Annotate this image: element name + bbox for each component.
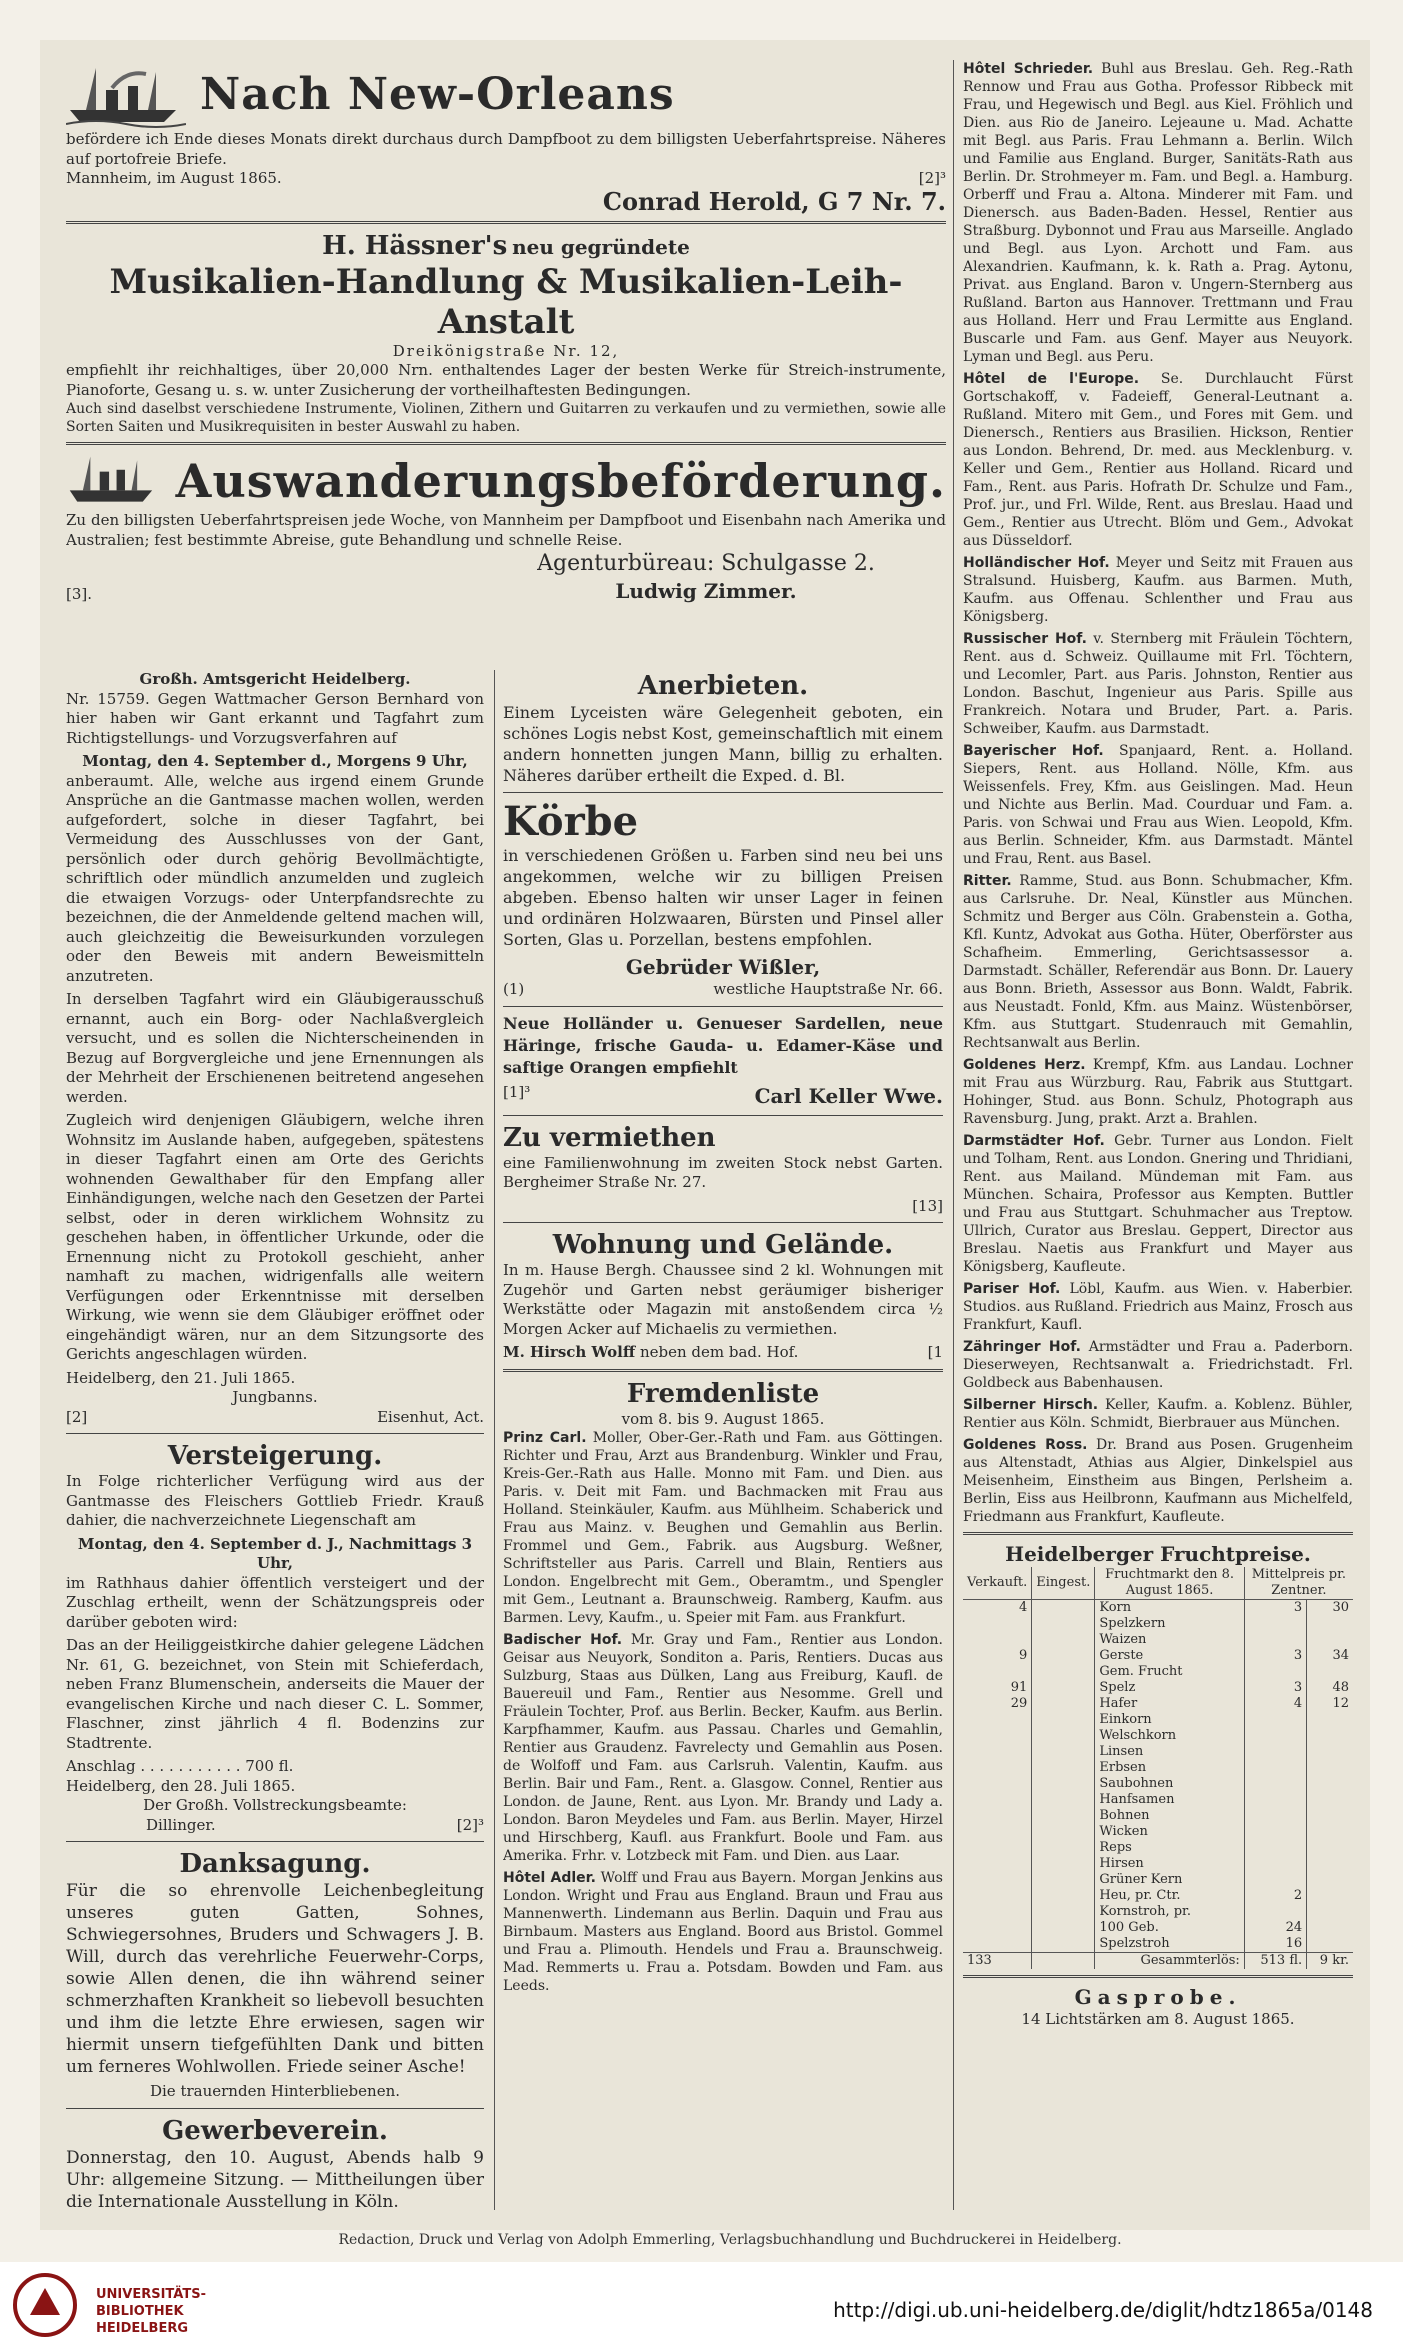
- fremdenliste-entry: [963, 1132, 1353, 1276]
- amtsgericht-place: Heidelberg, den 21. Juli 1865.: [66, 1368, 296, 1387]
- cell-kr: 48: [1307, 1680, 1353, 1696]
- cell-name: Hirsen: [1095, 1856, 1244, 1872]
- amtsgericht-ref: [2]: [66, 1407, 88, 1426]
- haessner-subtitle: Musikalien-Handlung & Musikalien-Leih-Anstalt: [109, 261, 903, 342]
- wohnung-ref: [1: [927, 1343, 943, 1361]
- cell-kr: [1307, 1744, 1353, 1760]
- anerbieten-body: Einem Lyceisten wäre Gelegenheit geboten, ein schönes Logis nebst Kost, gemeinschaftlich mit einem andern honnetten jungen Mann, billig zu erhalten. Näheres darüber ertheilt die Exped. d. Bl.: [503, 703, 943, 785]
- hotel-name: Prinz Carl.: [503, 1430, 587, 1446]
- vermiethen-title: Zu vermiethen: [503, 1122, 716, 1153]
- library-bar: [0, 2262, 1403, 2347]
- koerbe-title: Körbe: [503, 798, 639, 845]
- haessner-title-b: neu gegründete: [512, 234, 690, 259]
- hotel-guests: Meyer und Seitz mit Frauen aus Stralsund. Huisberg, Kaufm. aus Barmen. Muth, Kaufm. aus Offenau. Schlenther und Frau aus Königsberg.: [963, 555, 1353, 625]
- fremdenliste-entry: [503, 1869, 943, 1995]
- library-line1: UNIVERSITÄTS-: [96, 2287, 206, 2302]
- table-row: [963, 1856, 1353, 1872]
- cell-fl: [1244, 1664, 1306, 1680]
- cell-fl: [1244, 1744, 1306, 1760]
- cell-eingest: [1032, 1808, 1095, 1824]
- cell-eingest: [1032, 1776, 1095, 1792]
- hotel-name: Pariser Hof.: [963, 1281, 1061, 1297]
- anerbieten-title: Anerbieten.: [637, 671, 809, 701]
- hotel-name: Silberner Hirsch.: [963, 1397, 1099, 1413]
- versteigerung-date: Montag, den 4. September d. J., Nachmittags 3 Uhr,: [77, 1534, 473, 1572]
- cell-verk: [963, 1728, 1032, 1744]
- divider: [503, 1006, 943, 1007]
- versteigerung-anschlag: Anschlag . . . . . . . . . . . 700 fl.: [66, 1757, 294, 1775]
- cell-kr: [1307, 1872, 1353, 1888]
- cell-verk: [963, 1760, 1032, 1776]
- gasprobe-body: 14 Lichtstärken am 8. August 1865.: [1021, 2010, 1295, 2028]
- hotel-guests: Buhl aus Breslau. Geh. Reg.-Rath Rennow und Frau aus Gotha. Professor Ribbeck mit Frau, und Hegewisch und Begl. aus Kiel. Fröhlich und Dien. aus Rio de Janeiro. Lejeaune u. Mad. Achatte mit Begl. aus Paris. Frau Lehmann a. Berlin. Wilch und Familie aus England. Burger, Sanitäts-Rath aus Berlin. Dr. Strohmeyer m. Fam. und Begl. a. Hamburg. Orberff und Frau a. Altona. Minderer mit Fam. und Dienersch. aus Baden-Baden. Hessel, Rentier aus Straßburg. Dybonnot und Frau aus Marseille. Anglado und Begl. aus Lyon. Archott und Fam. aus Alexandrien. Kaufmann, k. k. Rath a. Prag. Aytonu, Privat. aus England. Baron v. Ungern-Sternberg aus Rußland. Barton aus Hannover. Trettmann und Frau aus Holland. Herr und Frau Lermitte aus England. Buscarle und Fam. aus Genf. Mayer aus Neuyork. Lyman und Begl. aus Peru.: [963, 61, 1353, 365]
- cell-fl: [1244, 1728, 1306, 1744]
- amtsgericht-date: Montag, den 4. September d., Morgens 9 Uhr,: [82, 752, 468, 770]
- cell-fl: 16: [1244, 1936, 1306, 1953]
- gasprobe-title: Gasprobe.: [1074, 1985, 1242, 2009]
- table-row: [963, 1616, 1353, 1632]
- koerbe-firm: Gebrüder Wißler,: [625, 955, 821, 979]
- cell-fl: 3: [1244, 1680, 1306, 1696]
- cell-eingest: [1032, 1824, 1095, 1840]
- table-row: [963, 1904, 1353, 1920]
- versteigerung-p1: In Folge richterlicher Verfügung wird aus der Gantmasse des Fleischers Gottlieb Friedr. Krauß dahier, die nachverzeichnete Liegenschaft am: [66, 1472, 484, 1529]
- cell-eingest: [1032, 1600, 1095, 1617]
- versteigerung-place: Heidelberg, den 28. Juli 1865.: [66, 1776, 296, 1795]
- cell-fl: [1244, 1616, 1306, 1632]
- cell-fl: [1244, 1712, 1306, 1728]
- fremdenliste-title: Fremdenliste: [626, 1378, 820, 1409]
- cell-eingest: [1032, 1872, 1095, 1888]
- total-fl: 513 fl.: [1244, 1953, 1306, 1970]
- cell-name: Wicken: [1095, 1824, 1244, 1840]
- column-rule: [953, 60, 954, 2210]
- cell-kr: [1307, 1616, 1353, 1632]
- cell-name: Einkorn: [1095, 1712, 1244, 1728]
- cell-eingest: [1032, 1648, 1095, 1664]
- new-orleans-ad: [66, 60, 946, 215]
- cell-verk: [963, 1872, 1032, 1888]
- hotel-guests: Keller, Kaufm. a. Koblenz. Bühler, Rentier aus Köln. Schmidt, Bierbrauer aus München.: [963, 1397, 1353, 1431]
- divider: [66, 221, 946, 224]
- divider: [503, 1115, 943, 1116]
- cell-kr: [1307, 1840, 1353, 1856]
- cell-verk: [963, 1840, 1032, 1856]
- cell-fl: 2: [1244, 1888, 1306, 1904]
- hotel-guests: Se. Durchlaucht Fürst Gortschakoff, v. Fadeieff, General-Leutnant a. Rußland. Mitero mit Gem., und Fores mit Gem. und Dienersch., Rentiers aus Brasilien. Hickson, Rentier aus London. Behrend, Dr. med. aus Mecklenburg. v. Keller und Gem., Rentier aus Holland. Ricard und Fam., Rent. aus Paris. Hofrath Dr. Schulze und Fam., Prof. jur., und Frl. Wilde, Rent. aus Breslau. Haad und Gem., Rentier aus Utrecht. Blöm und Gem., Advokat aus Düsseldorf.: [963, 371, 1353, 549]
- keller-ref: [1]³: [503, 1082, 531, 1101]
- table-row: [963, 1728, 1353, 1744]
- cell-name: Hanfsamen: [1095, 1792, 1244, 1808]
- amtsgericht-p4: Zugleich wird denjenigen Gläubigern, welche ihren Wohnsitz im Auslande haben, aufgegeben, spätestens in dieser Tagfahrt einen am Orte des Gerichts wohnenden Gewalthaber für den Empfang aller Einhändigungen, welche nach den Gesetzen der Partei selbst, oder in deren wirklichem Wohnsitz zu geschehen haben, in öffentlicher Urkunde, oder die Ernennung nicht zu Protokoll geschieht, anher namhaft zu machen, widrigenfalls alle weitern Verfügungen oder Erkenntnisse mit derselben Wirkung, wie wenn sie dem Gläubiger eröffnet oder eingehändigt wären, nur an dem Sitzungsorte des Gerichts angeschlagen würden.: [66, 1111, 484, 1363]
- cell-verk: 4: [1019, 1600, 1028, 1615]
- cell-eingest: [1032, 1696, 1095, 1712]
- library-seal-icon: [10, 2270, 80, 2340]
- gewerbe-body: Donnerstag, den 10. August, Abends halb 9 Uhr: allgemeine Sitzung. — Mittheilungen über die Internationale Ausstellung in Köln.: [66, 2147, 484, 2212]
- cell-fl: [1244, 1632, 1306, 1648]
- cell-kr: [1307, 1824, 1353, 1840]
- haessner-title: H. Hässner's: [322, 230, 508, 261]
- versteigerung-official: Der Großh. Vollstreckungsbeamte:: [143, 1796, 407, 1814]
- total-kr: 9 kr.: [1307, 1953, 1353, 1970]
- cell-name: Welschkorn: [1095, 1728, 1244, 1744]
- total-label: Gesammterlös:: [1095, 1953, 1244, 1970]
- table-row: [963, 1712, 1353, 1728]
- top-ads-section: [66, 60, 946, 604]
- auswanderung-body: Zu den billigsten Ueberfahrtspreisen jede Woche, von Mannheim per Dampfboot und Eisenbahn nach Amerika und Australien; fest bestimmte Abreise, gute Behandlung und schnelle Reise.: [66, 511, 946, 549]
- column-rule: [494, 670, 495, 2210]
- cell-fl: [1244, 1808, 1306, 1824]
- cell-verk: [963, 1856, 1032, 1872]
- cell-name: Spelzstroh: [1095, 1936, 1244, 1953]
- cell-eingest: [1032, 1712, 1095, 1728]
- cell-fl: 3: [1244, 1648, 1306, 1664]
- amtsgericht-p3: In derselben Tagfahrt wird ein Gläubigerausschuß ernannt, auch ein Borg- oder Nachlaßvergleich versucht, und es sollen die Nichterscheinenden in Bezug auf Borgvergleiche und jene Ernennungen als der Mehrheit der Erschienenen beitretend angesehen werden.: [66, 990, 484, 1106]
- cell-eingest: [1032, 1744, 1095, 1760]
- fremdenliste-entry: [963, 742, 1353, 868]
- divider: [66, 1841, 484, 1842]
- cell-eingest: [1032, 1632, 1095, 1648]
- cell-eingest: [1032, 1920, 1095, 1936]
- fremdenliste-entry: [963, 872, 1353, 1052]
- table-row: [963, 1744, 1353, 1760]
- hotel-name: Goldenes Ross.: [963, 1437, 1088, 1453]
- table-row: [963, 1648, 1353, 1664]
- divider: [503, 792, 943, 793]
- hotel-name: Hôtel Schrieder.: [963, 61, 1094, 77]
- danksagung-title: Danksagung.: [179, 1849, 371, 1879]
- cell-name: Hafer: [1095, 1696, 1244, 1712]
- cell-verk: 9: [1019, 1648, 1028, 1663]
- table-row: [963, 1872, 1353, 1888]
- cell-name: Gerste: [1095, 1648, 1244, 1664]
- koerbe-ref: (1): [503, 980, 525, 998]
- fremdenliste-middle: [503, 1429, 943, 1995]
- cell-name: Gem. Frucht: [1095, 1664, 1244, 1680]
- new-orleans-text: befördere ich Ende dieses Monats direkt durchaus durch Dampfboot zu dem billigsten Ueberfahrtspreise. Näheres auf portofreie Briefe.: [66, 130, 946, 168]
- cell-fl: [1244, 1872, 1306, 1888]
- new-orleans-ref: [2]³: [918, 169, 946, 187]
- col-verkauft: Verkauft.: [963, 1567, 1032, 1600]
- auswanderung-ad: [66, 451, 946, 604]
- amtsgericht-signer: Jungbanns.: [232, 1388, 318, 1406]
- table-row: [963, 1760, 1353, 1776]
- library-line3: HEIDELBERG: [96, 2321, 189, 2336]
- cell-verk: [963, 1712, 1032, 1728]
- col-mittel: Mittelpreis pr. Zentner.: [1244, 1567, 1353, 1600]
- amtsgericht-signer2: Eisenhut, Act.: [377, 1407, 484, 1426]
- cell-kr: 12: [1307, 1696, 1353, 1712]
- cell-fl: [1244, 1840, 1306, 1856]
- cell-eingest: [1032, 1936, 1095, 1953]
- table-row: [963, 1824, 1353, 1840]
- cell-kr: [1307, 1808, 1353, 1824]
- cell-name: Erbsen: [1095, 1760, 1244, 1776]
- table-row: [963, 1680, 1353, 1696]
- wohnung-after: neben dem bad. Hof.: [639, 1343, 799, 1361]
- cell-eingest: [1032, 1728, 1095, 1744]
- col-eingest: Eingest.: [1032, 1567, 1095, 1600]
- fremdenliste-entry: [963, 1280, 1353, 1334]
- versteigerung-signer: Dillinger.: [146, 1815, 216, 1834]
- auswanderung-ref: [3].: [66, 584, 93, 603]
- hotel-guests: Gebr. Turner aus London. Fielt und Tolham, Rent. aus London. Gnering und Thridiani, Rent. aus Mailand. Mündeman mit Fam. aus München. Schaira, Professor aus Kempten. Buttler und Frau aus Stuttgart. Schuhmacher aus Treptow. Ullrich, Curator aus Breslau. Geppert, Director aus Breslau. Naetis aus Frankfurt und Mayer aus Königsberg, Kaufleute.: [963, 1133, 1353, 1275]
- hotel-name: Badischer Hof.: [503, 1632, 623, 1648]
- col-markt: Fruchtmarkt den 8. August 1865.: [1095, 1567, 1244, 1600]
- hotel-name: Zähringer Hof.: [963, 1339, 1081, 1355]
- cell-verk: [963, 1744, 1032, 1760]
- fremdenliste-entry: [503, 1429, 943, 1627]
- cell-fl: [1244, 1824, 1306, 1840]
- table-row: [963, 1776, 1353, 1792]
- fremdenliste-dates: vom 8. bis 9. August 1865.: [621, 1409, 825, 1428]
- cell-eingest: [1032, 1792, 1095, 1808]
- cell-verk: [963, 1664, 1032, 1680]
- cell-verk: [963, 1888, 1032, 1904]
- koerbe-address: westliche Hauptstraße Nr. 66.: [713, 980, 943, 998]
- divider: [963, 1975, 1353, 1978]
- hotel-name: Ritter.: [963, 873, 1012, 889]
- cell-name: Spelz: [1095, 1680, 1244, 1696]
- cell-verk: [963, 1616, 1032, 1632]
- cell-kr: [1307, 1632, 1353, 1648]
- cell-kr: [1307, 1760, 1353, 1776]
- fremdenliste-entry: [963, 1338, 1353, 1392]
- table-row: [963, 1920, 1353, 1936]
- table-row: [963, 1632, 1353, 1648]
- source-url[interactable]: http://digi.ub.uni-heidelberg.de/diglit/hdtz1865a/0148: [833, 2298, 1373, 2322]
- hotel-name: Goldenes Herz.: [963, 1057, 1086, 1073]
- cell-verk: 29: [1010, 1696, 1028, 1711]
- cell-name: Linsen: [1095, 1744, 1244, 1760]
- cell-verk: [963, 1792, 1032, 1808]
- cell-name: Korn: [1095, 1600, 1244, 1617]
- cell-eingest: [1032, 1840, 1095, 1856]
- divider: [963, 1532, 1353, 1535]
- fremdenliste-entry: [963, 60, 1353, 366]
- cell-verk: [963, 1776, 1032, 1792]
- cell-eingest: [1032, 1856, 1095, 1872]
- steamship-icon: [66, 451, 160, 511]
- imprint: Redaction, Druck und Verlag von Adolph Emmerling, Verlagsbuchhandlung und Buchdruckerei in Heidelberg.: [338, 2232, 1122, 2248]
- hotel-guests: v. Sternberg mit Fräulein Töchtern, Rent. aus d. Schweiz. Quillaume mit Frl. Töchtern, und Lecomler, Part. aus Paris. Johnston, Rentier aus London. Baschut, Ingenieur aus Paris. Spille aus Frankreich. Notara und Bruder, Part. a. Paris. Schweiber, Kaufm. aus Darmstadt.: [963, 631, 1353, 737]
- cell-kr: [1307, 1920, 1353, 1936]
- divider: [66, 1433, 484, 1434]
- cell-fl: [1244, 1856, 1306, 1872]
- fruchtpreise-table: [963, 1567, 1353, 1969]
- cell-kr: [1307, 1936, 1353, 1953]
- cell-verk: [963, 1632, 1032, 1648]
- divider: [503, 1369, 943, 1372]
- hotel-name: Darmstädter Hof.: [963, 1133, 1105, 1149]
- divider: [66, 2108, 484, 2109]
- auswanderung-agency: Agenturbüreau: Schulgasse 2.: [537, 551, 875, 576]
- fremdenliste-entry: [963, 554, 1353, 626]
- cell-kr: 30: [1307, 1600, 1353, 1617]
- table-row: [963, 1808, 1353, 1824]
- cell-fl: 4: [1244, 1696, 1306, 1712]
- cell-fl: [1244, 1792, 1306, 1808]
- versteigerung-p3: Das an der Heiliggeistkirche dahier gelegene Lädchen Nr. 61, G. bezeichnet, von Stein mit Schieferdach, neben Franz Blumenschein, anderseits die Mauer der evangelischen Kirche und nach dieser C. L. Sommer, Flaschner, zinst jährlich 4 fl. Bodenzins zur Stadtrente.: [66, 1636, 484, 1752]
- koerbe-body: in verschiedenen Größen u. Farben sind neu bei uns angekommen, welche wir zu billigen Preisen abgeben. Ebenso halten wir unser Lager in feinen und ordinären Holzwaaren, Bürsten und Pinsel aller Sorten, Glas u. Porzellan, bestens empfohlen.: [503, 846, 943, 949]
- table-row: [963, 1696, 1353, 1712]
- middle-column: [503, 670, 943, 2230]
- fremdenliste-entry: [963, 1436, 1353, 1526]
- table-row: [963, 1888, 1353, 1904]
- cell-verk: [963, 1920, 1032, 1936]
- wohnung-title: Wohnung und Gelände.: [552, 1230, 894, 1260]
- divider: [503, 1222, 943, 1223]
- wohnung-name: M. Hirsch Wolff: [503, 1343, 636, 1361]
- hotel-guests: Moller, Ober-Ger.-Rath und Fam. aus Göttingen. Richter und Frau, Arzt aus Brandenburg. Winkler und Frau, Kreis-Ger.-Rath aus Halle. Monno mit Fam. und Dien. aus Paris. v. Deit mit Fam. und Bachmacken mit Frau aus Holland. Steinkäuler, Kaufm. aus Mühlheim. Schaberick und Frau aus Mainz. v. Beughen und Gemahlin aus Berlin. Frommel und Gem., Fabrik. aus Augsburg. Weßner, Schriftsteller aus Paris. Carrell und Blain, Rentiers aus London. Engelbrecht mit Gem., Oberamtm., und Spengler mit Gem., Leutnant a. Braunschweig. Ramberg, Kaufm. aus Barmen. Levy, Kaufm., u. Speier mit Fam. aus Frankfurt.: [503, 1430, 943, 1626]
- cell-eingest: [1032, 1616, 1095, 1632]
- cell-fl: [1244, 1776, 1306, 1792]
- cell-name: Saubohnen: [1095, 1776, 1244, 1792]
- auswanderung-name: Ludwig Zimmer.: [615, 579, 797, 603]
- cell-kr: [1307, 1856, 1353, 1872]
- hotel-guests: Dr. Brand aus Posen. Grugenheim aus Altenstadt, Athias aus Algier, Dinkelspiel aus Meisenheim, Einstheim aus Bingen, Perlsheim a. Berlin, Eiss aus Heilbronn, Kaufmann aus Michelfeld, Friedmann aus Frankfurt, Kaufleute.: [963, 1437, 1353, 1525]
- cell-kr: [1307, 1888, 1353, 1904]
- hotel-guests: Mr. Gray und Fam., Rentier aus London. Geisar aus Neuyork, Sonditon a. Paris, Rentiers. Ducas aus Sulzburg, Staas aus Dülken, Lang aus Freiburg, Kaufl. de Bauereuil und Fam., Rentier aus Nesomme. Grell und Fräulein Tochter, Prof. aus Berlin. Becker, Kaufm. aus Berlin. Karpfhammer, Kaufm. aus Passau. Charles und Gemahlin, Rentier aus Graudenz. Favrelecty und Gemahlin aus Posen. de Wolfoff und Fam. aus Carlsruh. Valentin, Kaufm. aus Berlin. Bair und Fam., Rent. a. Glasgow. Connel, Rentier aus London. de Jaune, Rent. aus Lyon. Mr. Brandy und Lady a. London. Baron Meydeles und Fam. aus Berlin. Mayer, Hirzel und Hirschberg, Kaufl. aus Frankfurt. Boole und Fam. aus Amerika. Frhr. v. Lotzbeck mit Fam. und Dien. aus Laar.: [503, 1632, 943, 1864]
- auswanderung-title: Auswanderungsbeförderung.: [175, 454, 946, 508]
- cell-kr: [1307, 1712, 1353, 1728]
- cell-name: Waizen: [1095, 1632, 1244, 1648]
- cell-eingest: [1032, 1888, 1095, 1904]
- fremdenliste-entry: [963, 1056, 1353, 1128]
- library-logo: [10, 2270, 230, 2340]
- hotel-guests: Spanjaard, Rent. a. Holland. Siepers, Rent. aus Holland. Nölle, Kfm. aus Weissenfels. Frey, Kfm. aus Geislingen. Mad. Heun und Nichte aus Berlin. Mad. Courduar und Fam. a. Paris. von Schwai und Frau aus Wien. Leopold, Kfm. aus Berlin. Schneider, Kfm. aus Darmstadt. Mäntel und Frau, Rent. aus Basel.: [963, 743, 1353, 867]
- cell-kr: [1307, 1664, 1353, 1680]
- new-orleans-place-date: Mannheim, im August 1865.: [66, 169, 282, 187]
- table-row: [963, 1600, 1353, 1617]
- keller-body: Neue Holländer u. Genueser Sardellen, neue Häringe, frische Gauda- u. Edamer-Käse und saftige Orangen empfiehlt: [503, 1013, 943, 1077]
- table-row: [963, 1936, 1353, 1953]
- cell-name: Grüner Kern: [1095, 1872, 1244, 1888]
- versteigerung-title: Versteigerung.: [167, 1441, 383, 1471]
- cell-kr: [1307, 1728, 1353, 1744]
- cell-kr: [1307, 1776, 1353, 1792]
- cell-kr: 34: [1307, 1648, 1353, 1664]
- hotel-guests: Ramme, Stud. aus Bonn. Schubmacher, Kfm. aus Carlsruhe. Dr. Neal, Künstler aus München. Schmitz und Berger aus Cöln. Grabenstein a. Gotha, Kfl. Kuntz, Advokat aus Gotha. Hüter, Oberförster aus Schafheim. Emmerling, Gerichtsassessor a. Darmstadt. Schäller, Referendär aus Bonn. Dr. Lauery aus Bonn. Brieth, Assessor aus Bonn. Waldt, Fabrik. aus Neustadt. Fonld, Kfm. aus Mainz. Wüstenbörser, Kfm. aus Stuttgart. Studenrauch mit Gemahlin, Rechtsanwalt aus Berlin.: [963, 873, 1353, 1051]
- cell-fl: [1244, 1904, 1306, 1920]
- danksagung-signer: Die trauernden Hinterbliebenen.: [149, 2082, 401, 2100]
- amtsgericht-p1: Nr. 15759. Gegen Wattmacher Gerson Bernhard von hier haben wir Gant erkannt und Tagfahrt zum Richtigstellungs- und Vorzugsverfahren auf: [66, 689, 484, 747]
- cell-name: 100 Geb.: [1095, 1920, 1244, 1936]
- fremdenliste-right: [963, 60, 1353, 1526]
- left-column: [66, 670, 484, 2230]
- cell-kr: [1307, 1904, 1353, 1920]
- amtsgericht-p2: anberaumt. Alle, welche aus irgend einem Grunde Ansprüche an die Gantmasse machen wollen, werden aufgefordert, solche in dieser Tagfahrt, bei Vermeidung des Ausschlusses von der Gant, persönlich oder durch gehörig Bevollmächtigte, schriftlich oder mündlich anzumelden und zugleich die etwaigen Vorzugs- oder Unterpfandsrechte zu bezeichnen, die der Anmeldende geltend machen will, auch gleichzeitig die Beweisurkunden vorzulegen oder den Beweis mit andern Beweismitteln anzutreten.: [66, 771, 484, 985]
- hotel-name: Holländischer Hof.: [963, 555, 1110, 571]
- total-verkauft: 133: [967, 1953, 992, 1968]
- hotel-guests: Löbl, Kaufm. aus Wien. v. Haberbier. Studios. aus Rußland. Friedrich aus Mainz, Frosch aus Frankfurt, Kaufl.: [963, 1281, 1353, 1333]
- cell-eingest: [1032, 1760, 1095, 1776]
- cell-name: Kornstroh, pr.: [1095, 1904, 1244, 1920]
- versteigerung-ref: [2]³: [456, 1815, 484, 1834]
- hotel-name: Hôtel Adler.: [503, 1870, 596, 1886]
- haessner-body1: empfiehlt ihr reichhaltiges, über 20,000 Nrn. enthaltendes Lager der besten Werke für Streich-instrumente, Pianoforte, Gesang u. s. w. unter Zusicherung der vortheilhaftesten Bedingungen.: [66, 361, 946, 399]
- new-orleans-title: Nach New-Orleans: [200, 69, 675, 120]
- keller-name: Carl Keller Wwe.: [754, 1083, 943, 1108]
- cell-name: Reps: [1095, 1840, 1244, 1856]
- cell-name: Spelzkern: [1095, 1616, 1244, 1632]
- cell-verk: [963, 1904, 1032, 1920]
- fremdenliste-entry: [963, 1396, 1353, 1432]
- cell-name: Heu, pr. Ctr.: [1095, 1888, 1244, 1904]
- cell-kr: [1307, 1792, 1353, 1808]
- table-row: [963, 1840, 1353, 1856]
- haessner-address: Dreikönigstraße Nr. 12,: [392, 341, 620, 360]
- gewerbe-title: Gewerbeverein.: [162, 2115, 388, 2146]
- cell-verk: [963, 1936, 1032, 1953]
- cell-eingest: [1032, 1680, 1095, 1696]
- cell-verk: [963, 1808, 1032, 1824]
- hotel-guests: Wolff und Frau aus Bayern. Morgan Jenkins aus London. Wright und Frau aus England. Braun und Frau aus Mannenwerth. Lindemann aus Berlin. Daquin und Frau aus Birnbaum. Masters aus England. Boord aus Bristol. Gommel und Frau a. Plimouth. Hendels und Frau a. Braunschweig. Mad. Remmerts u. Frau a. Potsdam. Bowden und Fam. aus Leeds.: [503, 1870, 943, 1994]
- hotel-name: Hôtel de l'Europe.: [963, 371, 1140, 387]
- table-row: [963, 1792, 1353, 1808]
- fremdenliste-entry: [503, 1631, 943, 1865]
- cell-fl: [1244, 1760, 1306, 1776]
- cell-verk: [963, 1824, 1032, 1840]
- wohnung-body: In m. Hause Bergh. Chaussee sind 2 kl. Wohnungen mit Zugehör und Garten nebst geräumiger bisheriger Werkstätte oder Magazin mit anstoßendem circa ½ Morgen Acker auf Michaelis zu vermiethen.: [503, 1261, 943, 1338]
- hotel-name: Bayerischer Hof.: [963, 743, 1104, 759]
- steamship-icon: [66, 60, 186, 130]
- right-column: [963, 60, 1353, 2210]
- library-line2: BIBLIOTHEK: [96, 2304, 184, 2319]
- hotel-guests: Krempf, Kfm. aus Landau. Lochner mit Frau aus Würzburg. Rau, Fabrik aus Stuttgart. Hohinger, Stud. aus Bonn. Schulz, Photograph aus Ravensburg. Jung, prakt. Arzt a. Brahlen.: [963, 1057, 1353, 1127]
- vermiethen-body: eine Familienwohnung im zweiten Stock nebst Garten. Bergheimer Straße Nr. 27.: [503, 1153, 943, 1191]
- divider: [66, 442, 946, 445]
- cell-fl: 24: [1244, 1920, 1306, 1936]
- haessner-body2: Auch sind daselbst verschiedene Instrumente, Violinen, Zithern und Guitarren zu verkaufen und zu vermiethen, sowie alle Sorten Saiten und Musikrequisiten in bester Auswahl zu haben.: [66, 401, 946, 435]
- hotel-guests: Armstädter und Frau a. Paderborn. Dieserweyen, Rechtsanwalt a. Friedrichstadt. Frl. Goldbeck aus Babenhausen.: [963, 1339, 1353, 1391]
- danksagung-body: Für die so ehrenvolle Leichenbegleitung unseres guten Gatten, Sohnes, Schwiegersohnes, Bruders und Schwagers J. B. Will, durch das verehrliche Feuerwehr-Corps, sowie Allen denen, die ihn während seiner schmerzhaften Krankheit so liebevoll besuchten und ihm die letzte Ehre erwiesen, sagen wir hiermit unsern tiefgefühlten Dank und bitten um ferneres Wohlwollen. Friede seiner Asche!: [66, 1881, 484, 2077]
- new-orleans-signature: Conrad Herold, G 7 Nr. 7.: [602, 186, 946, 216]
- table-row: [963, 1664, 1353, 1680]
- cell-verk: 91: [1010, 1680, 1028, 1695]
- cell-name: Bohnen: [1095, 1808, 1244, 1824]
- cell-eingest: [1032, 1904, 1095, 1920]
- fremdenliste-entry: [963, 630, 1353, 738]
- amtsgericht-heading: Großh. Amtsgericht Heidelberg.: [139, 670, 411, 688]
- fremdenliste-entry: [963, 370, 1353, 550]
- haessner-ad: [66, 230, 946, 437]
- cell-eingest: [1032, 1664, 1095, 1680]
- hotel-name: Russischer Hof.: [963, 631, 1087, 647]
- cell-fl: 3: [1244, 1600, 1306, 1617]
- vermiethen-ref: [13]: [912, 1196, 943, 1215]
- versteigerung-p2: im Rathhaus dahier öffentlich versteigert und der Zuschlag ertheilt, wenn der Schätzungspreis oder darüber geboten wird:: [66, 1573, 484, 1631]
- fruchtpreise-title: Heidelberger Fruchtpreise.: [1005, 1542, 1311, 1566]
